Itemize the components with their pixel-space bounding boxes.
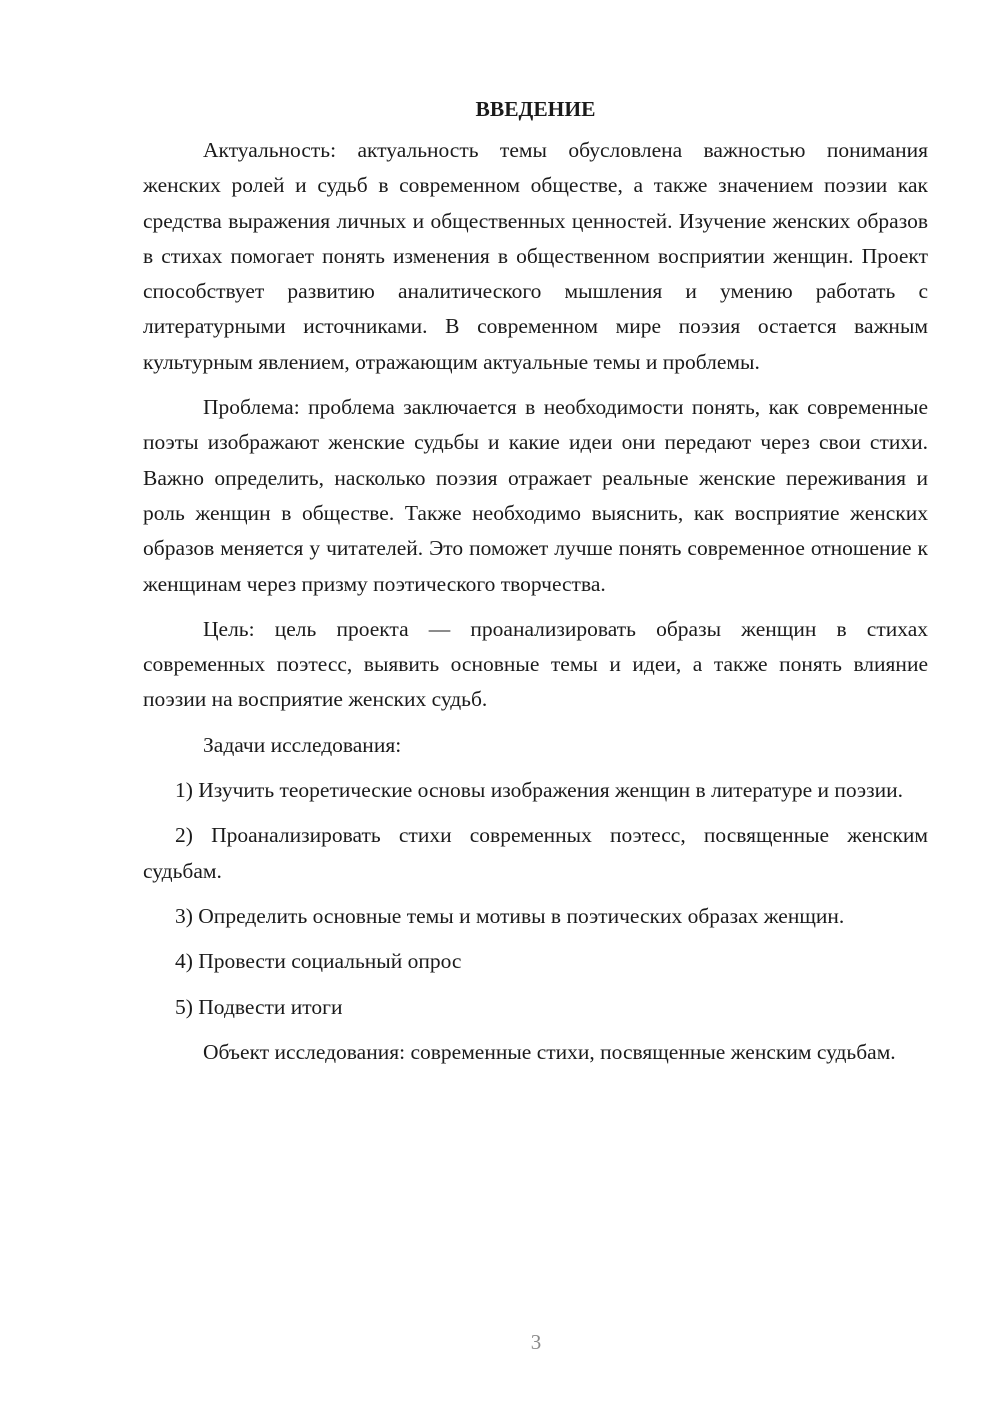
page-number: 3 bbox=[530, 1330, 542, 1354]
object-paragraph: Объект исследования: современные стихи, посвященные женским судьбам. bbox=[203, 1039, 896, 1064]
task-item: 5) Подвести итоги bbox=[175, 994, 343, 1019]
task-item: 4) Провести социальный опрос bbox=[175, 949, 462, 974]
section-title: ВВЕДЕНИЕ bbox=[475, 97, 596, 121]
task-item: 3) Определить основные темы и мотивы в поэтических образах женщин. bbox=[175, 903, 845, 928]
relevance-paragraph: Актуальность: актуальность темы обусловлена важностью понимания женских ролей и судьб в современном обществе, а также значением поэзии как средства выражения личных и общественных ценностей. Изучение женских образов в стихах помогает понять изменения в общественном восприятии женщин. Проект способствует развитию аналитического мышления и умению работать с литературными источниками. В современном мире поэзия остается важным культурным явлением, отражающим актуальные темы и проблемы. bbox=[143, 138, 928, 374]
goal-paragraph: Цель: цель проекта — проанализировать образы женщин в стихах современных поэтесс, выявить основные темы и идеи, а также понять влияние поэзии на восприятие женских судьб. bbox=[143, 616, 928, 712]
task-item: 2) Проанализировать стихи современных поэтесс, посвященные женским судьбам. bbox=[143, 823, 928, 883]
tasks-heading: Задачи исследования: bbox=[203, 732, 402, 757]
document-page bbox=[143, 92, 928, 1080]
problem-paragraph: Проблема: проблема заключается в необходимости понять, как современные поэты изображают женские судьбы и какие идеи они передают через свои стихи. Важно определить, насколько поэзия отражает реальные женские переживания и роль женщин в обществе. Также необходимо выяснить, как восприятие женских образов меняется у читателей. Это поможет лучше понять современное отношение к женщинам через призму поэтического творчества. bbox=[143, 395, 928, 596]
task-item: 1) Изучить теоретические основы изображения женщин в литературе и поэзии. bbox=[175, 778, 904, 803]
